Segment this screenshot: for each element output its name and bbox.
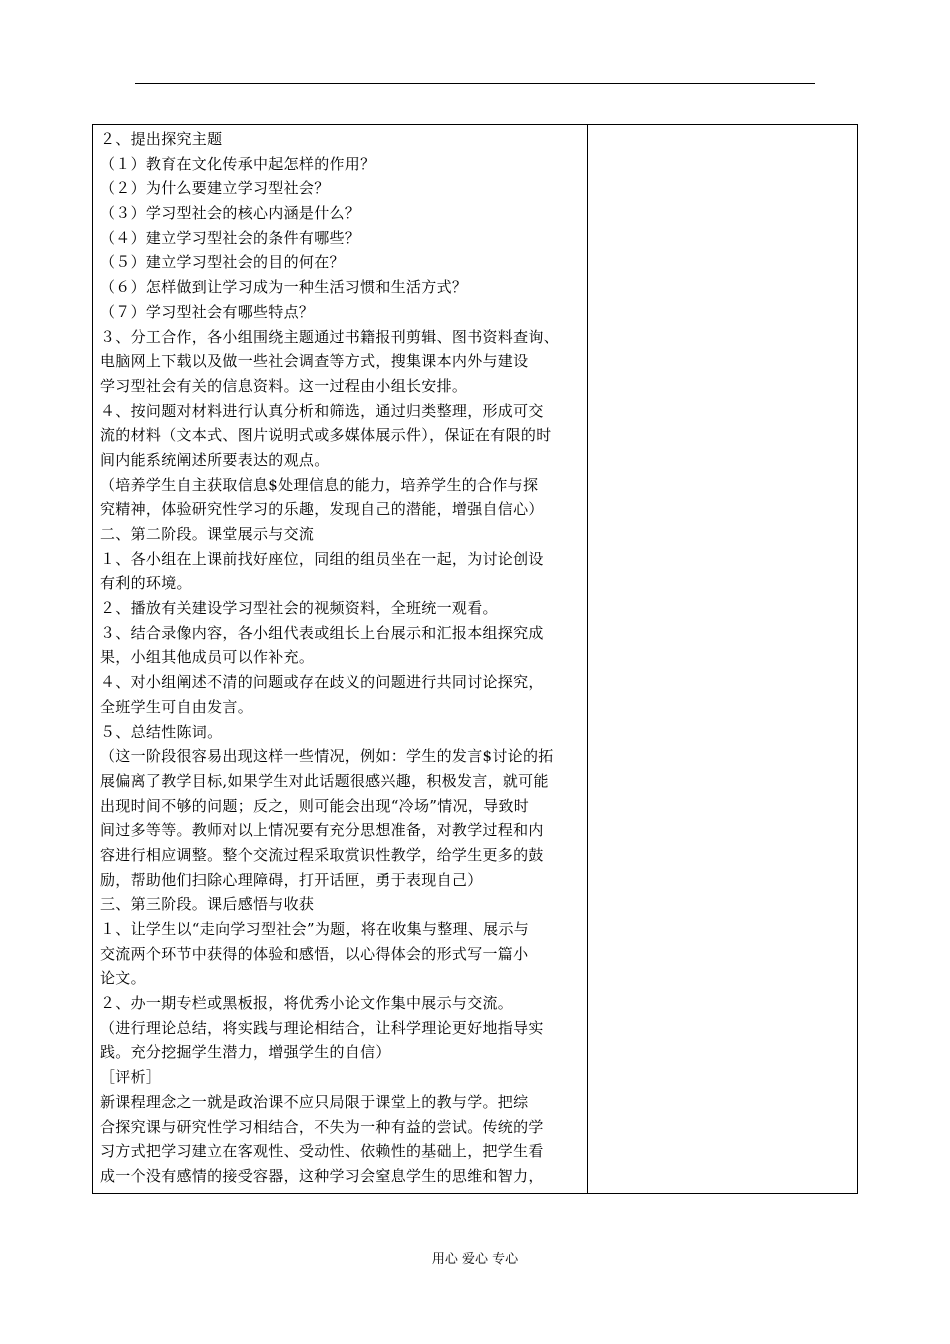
text-line: 电脑网上下载以及做一些社会调查等方式，搜集课本内外与建设 — [100, 352, 529, 371]
text-line: （５）建立学习型社会的目的何在？ — [100, 253, 345, 272]
text-line: （２）为什么要建立学习型社会？ — [100, 179, 330, 198]
text-line: 践。充分挖掘学生潜力，增强学生的自信） — [100, 1043, 391, 1062]
text-line: ５、总结性陈词。 — [100, 722, 223, 741]
text-line: 学习型社会有关的信息资料。这一过程由小组长安排。 — [100, 376, 468, 395]
text-line: （６）怎样做到让学习成为一种生活习惯和生活方式？ — [100, 278, 468, 297]
notes-cell — [588, 125, 858, 1193]
text-line: 展偏离了教学目标,如果学生对此话题很感兴趣，积极发言，就可能 — [100, 771, 549, 790]
text-line: 合探究课与研究性学习相结合，不失为一种有益的尝试。传统的学 — [100, 1117, 544, 1136]
text-line: ４、对小组阐述不清的问题或存在歧义的问题进行共同讨论探究， — [100, 673, 544, 692]
text-line: 成一个没有感情的接受容器，这种学习会窒息学生的思维和智力， — [100, 1166, 544, 1185]
text-line: （培养学生自主获取信息$处理信息的能力，培养学生的合作与探 — [100, 475, 539, 494]
text-line: （进行理论总结，将实践与理论相结合，让科学理论更好地指导实 — [100, 1018, 544, 1037]
text-line: 论文。 — [100, 969, 146, 988]
text-line: 有利的环境。 — [100, 574, 192, 593]
text-line: 间内能系统阐述所要表达的观点。 — [100, 450, 330, 469]
text-line: ２、播放有关建设学习型社会的视频资料，全班统一观看。 — [100, 599, 498, 618]
content-table — [92, 124, 858, 1194]
text-line: 流的材料（文本式、图片说明式或多媒体展示件），保证在有限的时 — [100, 426, 552, 445]
text-line: 新课程理念之一就是政治课不应只局限于课堂上的教与学。把综 — [100, 1092, 529, 1111]
text-line: （７）学习型社会有哪些特点？ — [100, 302, 315, 321]
text-line: 三、第三阶段。课后感悟与收获 — [100, 895, 315, 914]
text-line: （这一阶段很容易出现这样一些情况，例如：学生的发言$讨论的拓 — [100, 747, 554, 766]
text-line: 全班学生可自由发言。 — [100, 697, 254, 716]
text-line: 出现时间不够的问题；反之，则可能会出现“冷场”情况，导致时 — [100, 796, 530, 815]
text-line: ４、按问题对材料进行认真分析和筛选，通过归类整理，形成可交 — [100, 401, 544, 420]
text-line: ２、提出探究主题 — [100, 130, 223, 148]
text-line: ２、办一期专栏或黑板报，将优秀小论文作集中展示与交流。 — [100, 994, 514, 1013]
text-line: ３、结合录像内容，各小组代表或组长上台展示和汇报本组探究成 — [100, 623, 544, 642]
text-line: 二、第二阶段。课堂展示与交流 — [100, 525, 315, 543]
text-line: １、各小组在上课前找好座位，同组的组员坐在一起，为讨论创设 — [100, 549, 544, 568]
text-line: （４）建立学习型社会的条件有哪些？ — [100, 228, 361, 247]
text-line: 果，小组其他成员可以作补充。 — [100, 648, 315, 667]
text-line: １、让学生以“走向学习型社会”为题，将在收集与整理、展示与 — [100, 920, 530, 938]
text-line: （１）教育在文化传承中起怎样的作用？ — [100, 154, 376, 173]
text-line: ［评析］ — [100, 1068, 162, 1087]
text-line: （３）学习型社会的核心内涵是什么？ — [100, 204, 361, 223]
page-footer: 用心 爱心 专心 — [431, 1252, 519, 1267]
main-text-cell — [100, 127, 586, 1189]
text-line: 容进行相应调整。整个交流过程采取赏识性教学，给学生更多的鼓 — [100, 845, 544, 864]
text-line: 习方式把学习建立在客观性、受动性、依赖性的基础上，把学生看 — [100, 1142, 544, 1161]
text-line: 间过多等等。教师对以上情况要有充分思想准备，对教学过程和内 — [100, 821, 544, 840]
text-line: 究精神，体验研究性学习的乐趣，发现自己的潜能，增强自信心） — [100, 500, 544, 519]
text-line: 励，帮助他们扫除心理障碍，打开话匣，勇于表现自己） — [100, 870, 483, 889]
text-line: 交流两个环节中获得的体验和感悟，以心得体会的形式写一篇小 — [100, 944, 529, 963]
header-rule — [135, 83, 815, 84]
text-line: ３、分工合作，各小组围绕主题通过书籍报刊剪辑、图书资料查询、 — [100, 327, 560, 346]
